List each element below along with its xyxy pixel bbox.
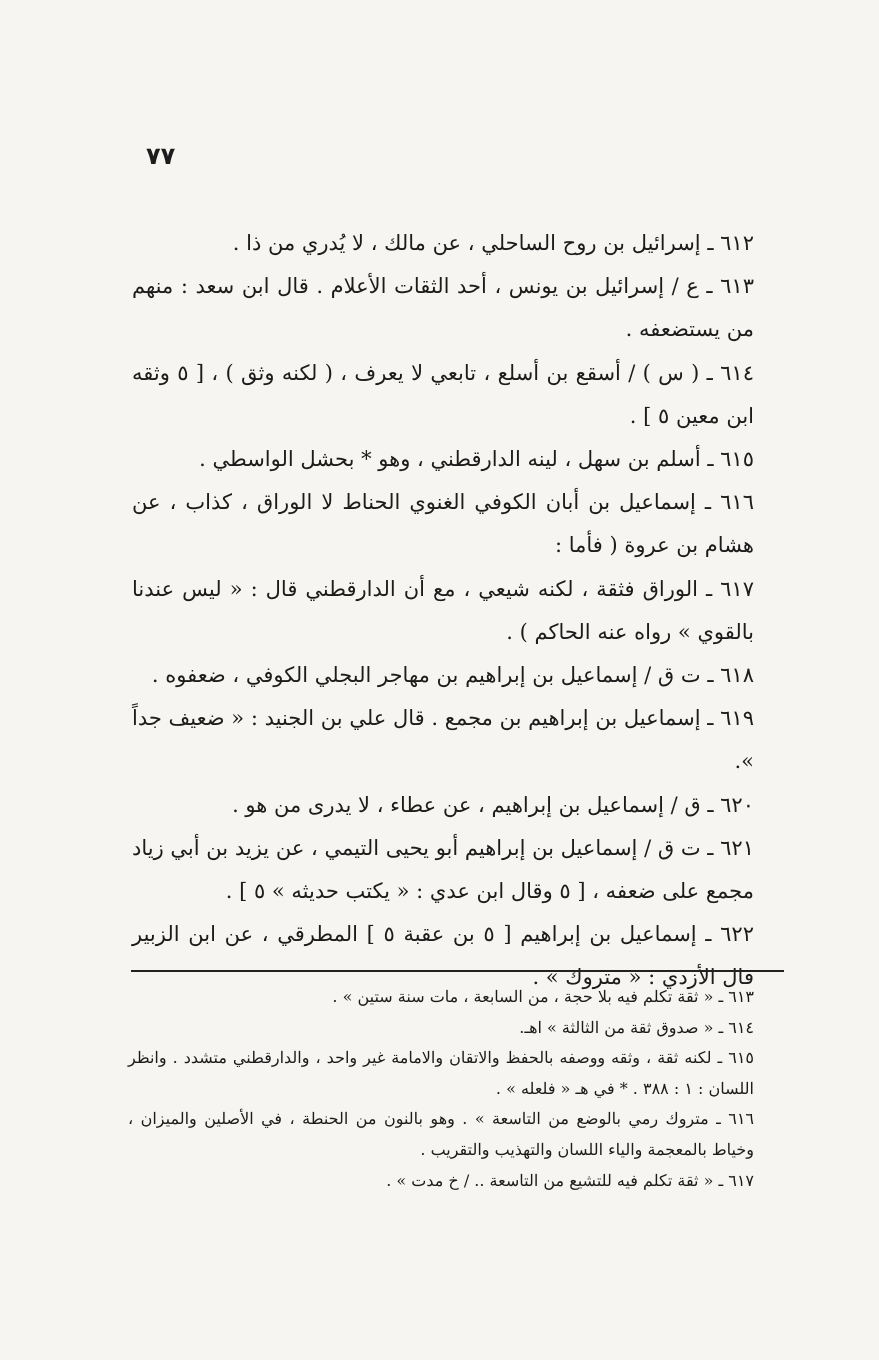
entry-615: ٦١٥ ـ أسلم بن سهل ، لينه الدارقطني ، وهو * بحشل الواسطي . <box>199 447 754 472</box>
entry-616: ٦١٦ ـ إسماعيل بن أبان الكوفي الغنوي الحناط لا الوراق ، كذاب ، عن هشام بن عروة ( فأما : <box>132 490 754 558</box>
footnote-617: ٦١٧ ـ « ثقة تكلم فيه للتشيع من التاسعة .. / خ مدت » . <box>386 1170 754 1190</box>
entry-614: ٦١٤ ـ ( س ) / أسقع بن أسلع ، تابعي لا يعرف ، ( لكنه وثق ) ، [ ٥ وثقه ابن معين ٥ ] . <box>132 360 754 428</box>
footnote-614: ٦١٤ ـ « صدوق ثقة من الثالثة » اهـ. <box>519 1017 754 1037</box>
footnote-615: ٦١٥ ـ لكنه ثقة ، وثقه ووصفه بالحفظ والاتقان والامامة غير واحد ، والدارقطني متشدد . وانظر اللسان : ١ : ٣٨٨ . * في هـ « فلعله » . <box>128 1048 754 1098</box>
footnotes <box>128 982 782 1196</box>
footnote-divider <box>131 970 784 972</box>
footnote-616: ٦١٦ ـ متروك رمي بالوضع من التاسعة » . وهو بالنون من الحنطة ، في الأصلين والميزان ، وخياط بالمعجمة والياء اللسان والتهذيب والتقريب . <box>128 1109 755 1159</box>
entry-618: ٦١٨ ـ ت ق / إسماعيل بن إبراهيم بن مهاجر البجلي الكوفي ، ضعفوه . <box>151 663 754 688</box>
entry-622: ٦٢٢ ـ إسماعيل بن إبراهيم [ ٥ بن عقبة ٥ ] المطرقي ، عن ابن الزبير قال الأزدي : « متروك » . <box>132 922 754 990</box>
footnote-613: ٦١٣ ـ « ثقة تكلم فيه بلا حجة ، من السابعة ، مات سنة ستين » . <box>332 987 754 1006</box>
entry-613: ٦١٣ ـ ع / إسرائيل بن يونس ، أحد الثقات الأعلام . قال ابن سعد : منهم من يستضعفه . <box>132 274 754 342</box>
entry-612: ٦١٢ ـ إسرائيل بن روح الساحلي ، عن مالك ، لا يُدري من ذا . <box>232 231 754 255</box>
entry-619: ٦١٩ ـ إسماعيل بن إبراهيم بن مجمع . قال علي بن الجنيد : « ضعيف جداً ». <box>132 706 754 774</box>
entry-621: ٦٢١ ـ ت ق / إسماعيل بن إبراهيم أبو يحيى التيمي ، عن يزيد بن أبي زياد مجمع على ضعفه ، [ ٥ وقال ابن عدي : « يكتب حديثه » ٥ ] . <box>132 835 754 904</box>
main-text <box>132 222 782 1000</box>
entry-620: ٦٢٠ ـ ق / إسماعيل بن إبراهيم ، عن عطاء ، لا يدرى من هو . <box>232 792 754 817</box>
page-number: ٧٧ <box>146 142 176 170</box>
entry-617: ٦١٧ ـ الوراق فثقة ، لكنه شيعي ، مع أن الدارقطني قال : « ليس عندنا بالقوي » رواه عنه الحاكم ) . <box>132 576 754 644</box>
